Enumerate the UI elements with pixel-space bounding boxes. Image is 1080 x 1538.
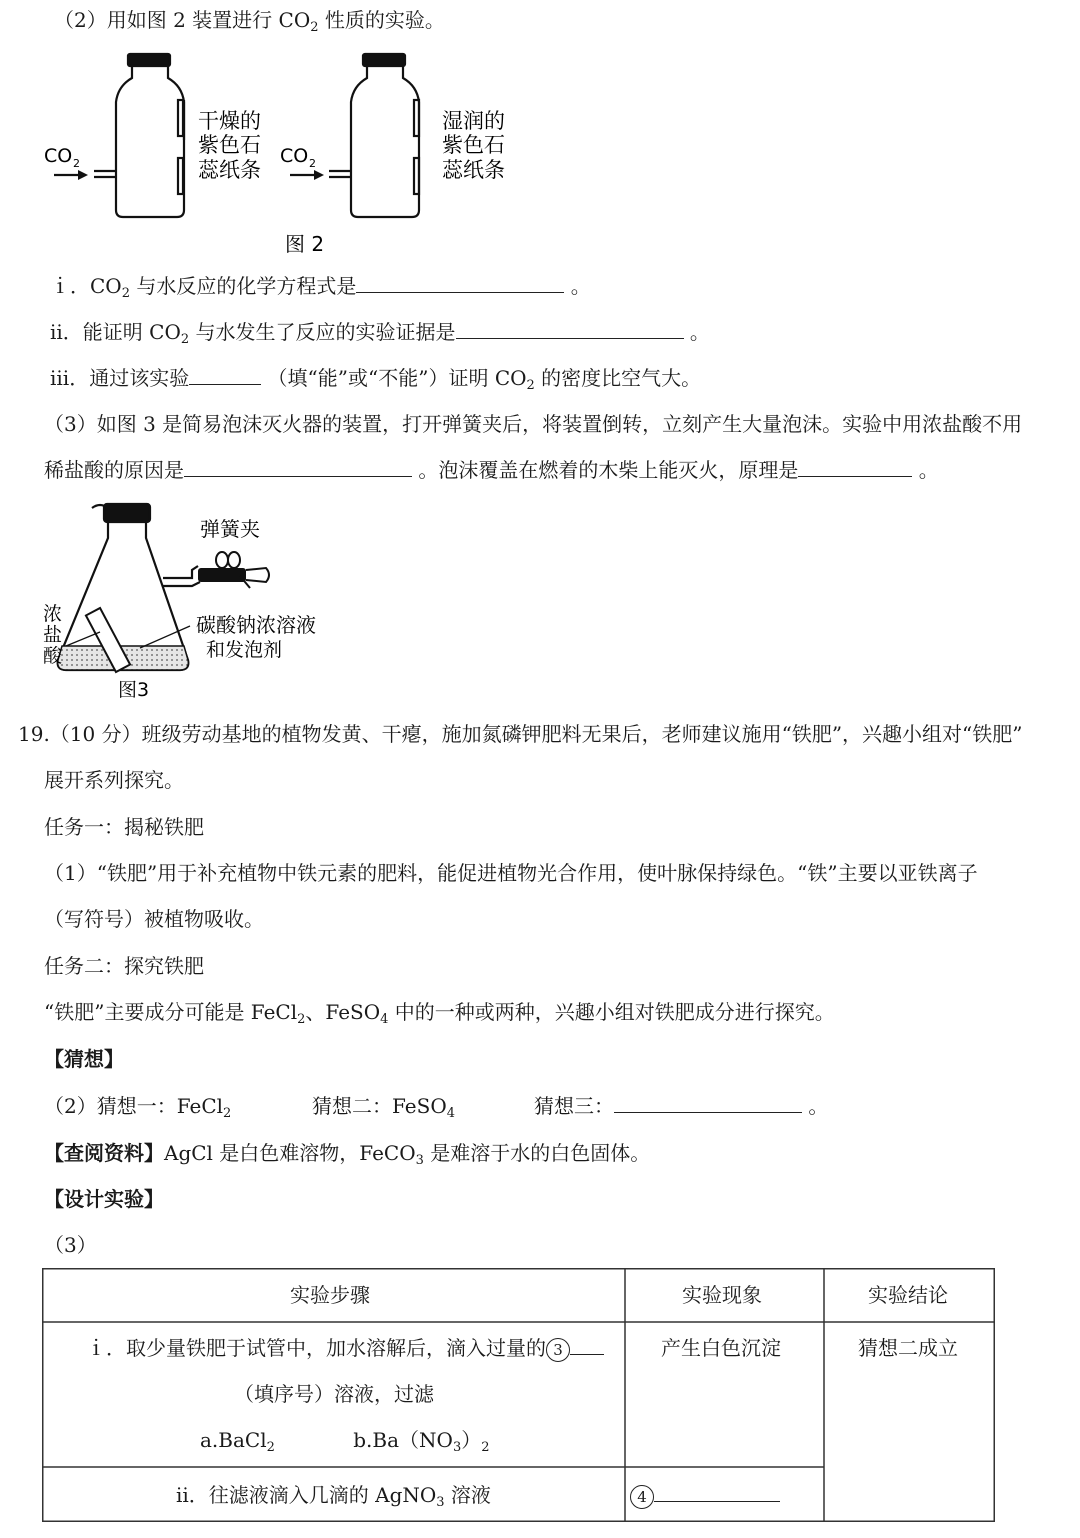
acid-label-2: 盐 [43, 624, 63, 646]
row1-step-line2: （填序号）溶液，过滤 [234, 1382, 434, 1406]
option-a: a.BaCl$_2$ [200, 1428, 275, 1455]
figure-2 [40, 40, 540, 270]
wet-paper-label-3: 蕊纸条 [442, 158, 505, 182]
q19-line1: 19.（10 分）班级劳动基地的植物发黄、干瘪，施加氮磷钾肥料无果后，老师建议施用“铁肥”，兴趣小组对“铁肥” [18, 722, 1023, 746]
dry-paper-label-2: 紫色石 [198, 133, 261, 157]
guess-2: 猜想二：FeSO$_4$ [312, 1094, 455, 1121]
experiment-table [42, 1268, 995, 1522]
figure-3-caption: 图3 [118, 679, 150, 701]
q19-line2: 展开系列探究。 [44, 768, 184, 792]
guess-3: 猜想三： 。 [534, 1094, 829, 1118]
row1-phenomenon: 产生白色沉淀 [661, 1336, 781, 1360]
conclusion-cell: 猜想二成立 [858, 1336, 958, 1360]
dry-paper-label-1: 干燥的 [198, 109, 261, 133]
answer-blank-guess-3[interactable] [614, 1092, 802, 1113]
acid-label-3: 酸 [43, 645, 63, 667]
q3-line2: 稀盐酸的原因是 。泡沫覆盖在燃着的木柴上能灭火，原理是 。 [44, 458, 939, 482]
figure-3 [40, 498, 340, 708]
design-heading: 【设计实验】 [44, 1187, 164, 1211]
q19-p1-line1: （1）“铁肥”用于补充植物中铁元素的肥料，能促进植物光合作用，使叶脉保持绿色。“铁”主要以亚铁离子 [44, 861, 978, 885]
guess-1: （2）猜想一：FeCl$_2$ [44, 1094, 232, 1121]
co2-left-label: CO [44, 145, 73, 167]
dry-paper-label-3: 蕊纸条 [198, 158, 261, 182]
svg-text:2: 2 [309, 157, 316, 170]
q2-intro: （2）用如图 2 装置进行 $CO_2$ 性质的实验。 [54, 8, 445, 35]
answer-blank-i[interactable] [356, 272, 564, 293]
foaming-agent-label: 和发泡剂 [206, 639, 283, 661]
part-3-label: （3） [44, 1233, 97, 1257]
answer-blank-iii[interactable] [189, 364, 261, 385]
reference-text: 【查阅资料】AgCl 是白色难溶物，FeCO$_3$ 是难溶于水的白色固体。 [44, 1141, 651, 1168]
header-steps: 实验步骤 [290, 1283, 370, 1307]
answer-blank-4[interactable] [654, 1481, 780, 1502]
co2-right-label: CO [280, 145, 309, 167]
q2-iii: ⅲ．通过该实验 （填“能”或“不能”）证明 $CO_2$ 的密度比空气大。 [50, 366, 702, 393]
q3-line1: （3）如图 3 是简易泡沫灭火器的装置，打开弹簧夹后，将装置倒转，立刻产生大量泡沫。实验中用浓盐酸不用 [44, 412, 1023, 436]
row1-options [200, 1426, 490, 1454]
header-conclusion: 实验结论 [868, 1283, 948, 1307]
q2-i: ｉ．$CO_2$ 与水反应的化学方程式是 。 [50, 274, 591, 301]
answer-blank-q3-reason[interactable] [184, 456, 412, 477]
guess-heading: 【猜想】 [44, 1047, 124, 1071]
composition-text: “铁肥”主要成分可能是 FeCl$_2$、FeSO$_4$ 中的一种或两种，兴趣小组对铁肥成分进行探究。 [44, 1000, 835, 1027]
task2-heading: 任务二：探究铁肥 [44, 954, 204, 978]
wet-paper-label-2: 紫色石 [442, 133, 505, 157]
q19-p1-line2: （写符号）被植物吸收。 [44, 907, 264, 931]
option-b: $b.Ba(NO_3)_2$ [353, 1428, 490, 1455]
row2-step: ⅱ．往滤液滴入几滴的 AgNO$_3$ 溶液 [176, 1483, 491, 1510]
wet-paper-label-1: 湿润的 [442, 109, 505, 133]
solution-label: 碳酸钠浓溶液 [196, 613, 316, 637]
acid-label-1: 浓 [43, 603, 63, 625]
answer-blank-q3-principle[interactable] [798, 456, 912, 477]
figure-2-caption: 图 2 [285, 232, 325, 256]
answer-blank-3[interactable] [570, 1334, 604, 1355]
row2-phenomenon [630, 1481, 780, 1509]
circle-4-marker: 4 [630, 1485, 654, 1509]
q2-ii: ⅱ．能证明 $CO_2$ 与水发生了反应的实验证据是 。 [50, 320, 710, 347]
circle-3-marker: 3 [546, 1338, 570, 1362]
svg-text:2: 2 [73, 157, 80, 170]
row1-step-line1: ｉ．取少量铁肥于试管中，加水溶解后，滴入过量的 3 [86, 1334, 604, 1362]
spring-clamp-label: 弹簧夹 [200, 517, 260, 541]
answer-blank-ii[interactable] [456, 318, 684, 339]
header-phenomenon: 实验现象 [682, 1283, 762, 1307]
task1-heading: 任务一：揭秘铁肥 [44, 815, 204, 839]
